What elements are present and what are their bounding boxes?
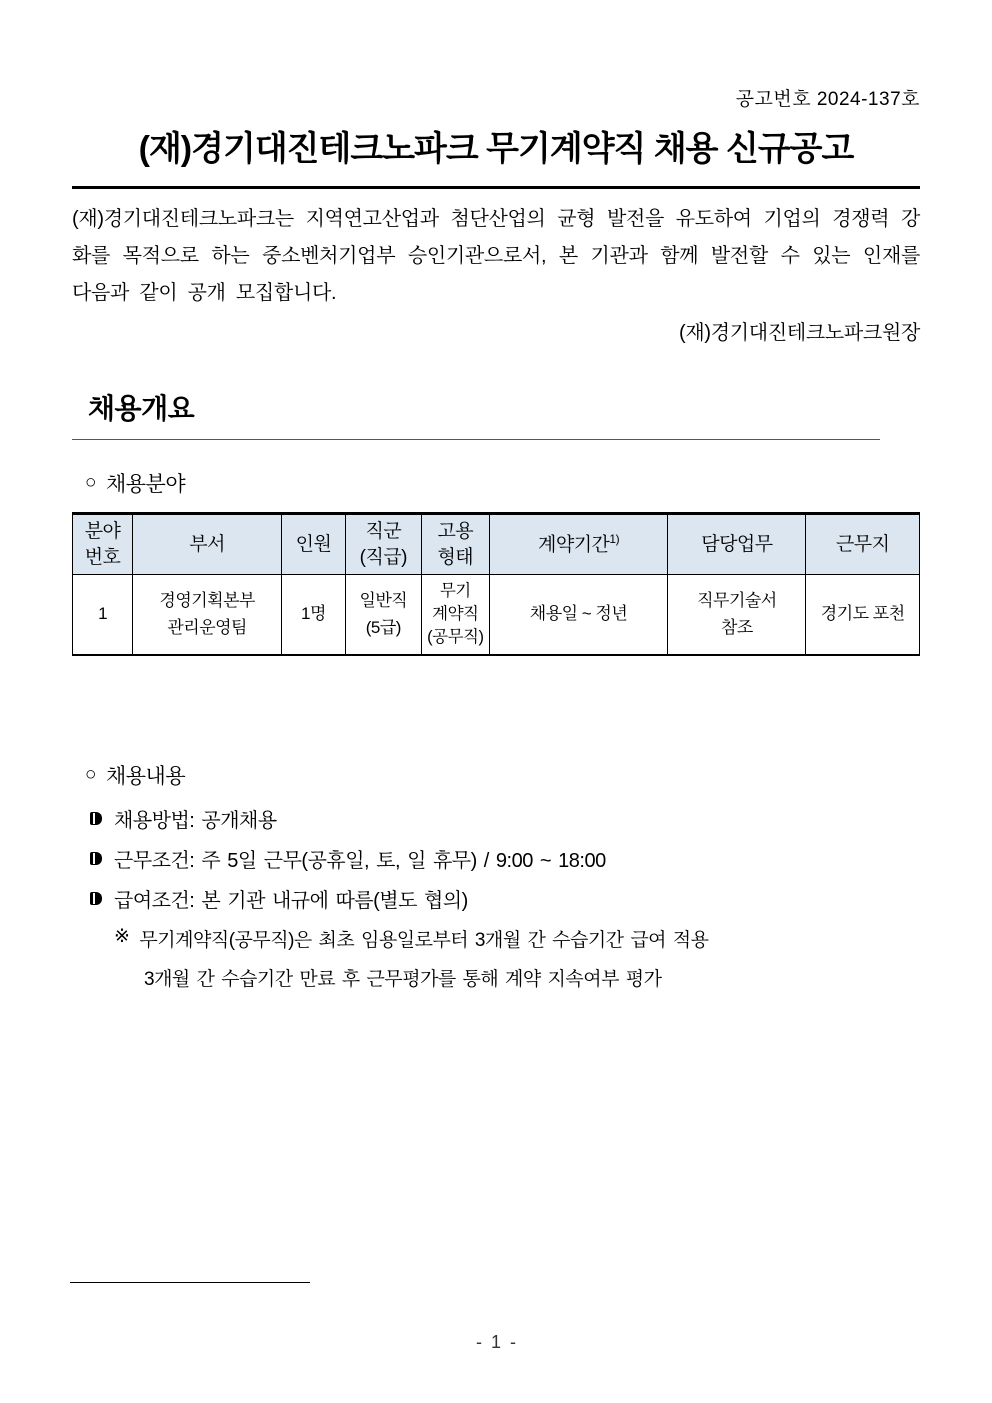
col-header-duties: 담당업무 [668, 514, 806, 575]
cell-employment-type [421, 575, 489, 655]
cell-line: 경영기획본부 [159, 591, 255, 611]
col-header-department: 부서 [133, 514, 282, 575]
page-number: - 1 - [475, 1332, 516, 1352]
col-header-line: 고용 [437, 521, 474, 542]
cell-headcount: 1명 [282, 575, 346, 655]
col-header-employment-type [421, 514, 489, 575]
page-content [0, 84, 992, 991]
subheading-label: 채용내용 [105, 764, 186, 788]
list-item-text: 근무조건: 주 5일 근무(공휴일, 토, 일 휴무) / 9:00 ~ 18:00 [114, 849, 606, 872]
half-moon-bullet-icon [90, 852, 102, 865]
cell-line: 계약직 [432, 604, 479, 623]
half-moon-bullet-icon [90, 892, 102, 905]
recruit-field-table [72, 512, 920, 656]
col-header-work-location: 근무지 [806, 514, 920, 575]
list-item [72, 884, 920, 913]
note-item [72, 925, 920, 952]
cell-line: (5급) [365, 617, 401, 637]
cell-line: 무기 [439, 581, 471, 600]
cell-line: 참조 [721, 617, 753, 637]
col-header-line: 분야 [84, 521, 121, 542]
cell-line: 일반직 [359, 591, 408, 611]
cell-line: 직무기술서 [697, 591, 777, 611]
note-text: 3개월 간 수습기간 만료 후 근무평가를 통해 계약 지속여부 평가 [144, 968, 662, 990]
title-divider [72, 186, 920, 189]
col-header-headcount: 인원 [282, 514, 346, 575]
cell-job-group [345, 575, 421, 655]
table-header-row [73, 514, 920, 575]
cell-contract-period: 채용일 ~ 정년 [489, 575, 668, 655]
subheading-recruit-field [72, 468, 920, 498]
col-header-field-no [73, 514, 133, 575]
note-item [72, 964, 920, 991]
col-header-text: 계약기간 [538, 534, 610, 556]
col-header-line: 직군 [365, 521, 402, 542]
list-item-text: 급여조건: 본 기관 내규에 따름(별도 협의) [114, 889, 468, 912]
intro-paragraph: (재)경기대진테크노파크는 지역연고산업과 첨단산업의 균형 발전을 유도하여 기업의 경쟁력 강화를 목적으로 하는 중소벤처기업부 승인기관으로서, 본 기관과 함께 발전할 수 있는 인재를 다음과 같이 공개 모집합니다. [72, 208, 920, 304]
section-heading-block [72, 387, 880, 440]
cell-duties [668, 575, 806, 655]
circle-marker-icon: ○ [85, 472, 96, 493]
cell-department [133, 575, 282, 655]
col-header-contract-period [489, 514, 668, 575]
cell-field-no: 1 [73, 575, 133, 655]
col-header-job-group [345, 514, 421, 575]
section-heading: 채용개요 [88, 393, 195, 424]
subheading-label: 채용분야 [105, 473, 186, 496]
circle-marker-icon: ○ [85, 763, 96, 785]
list-item [72, 804, 920, 833]
recruit-content-list [72, 804, 920, 913]
subheading-recruit-content [72, 760, 920, 790]
reference-mark-icon: ※ [114, 925, 130, 947]
list-item-text: 채용방법: 공개채용 [114, 809, 277, 832]
half-moon-bullet-icon [90, 812, 102, 825]
cell-line: (공무직) [427, 628, 484, 647]
col-header-line: 형태 [437, 546, 474, 568]
col-header-line: (직급) [359, 546, 408, 568]
signer-line: (재)경기대진테크노파크원장 [679, 322, 920, 344]
col-header-line: 번호 [84, 546, 121, 568]
document-title: (재)경기대진테크노파크 무기계약직 채용 신규공고 [138, 130, 854, 168]
cell-line: 관리운영팀 [167, 617, 247, 637]
note-text: 무기계약직(공무직)은 최초 임용일로부터 3개월 간 수습기간 급여 적용 [139, 929, 709, 951]
cell-work-location: 경기도 포천 [806, 575, 920, 655]
notice-number: 공고번호 2024-137호 [735, 89, 920, 110]
footnote-separator [70, 1282, 310, 1283]
table-row [73, 575, 920, 655]
list-item [72, 844, 920, 873]
footnote-ref: 1) [609, 532, 620, 547]
